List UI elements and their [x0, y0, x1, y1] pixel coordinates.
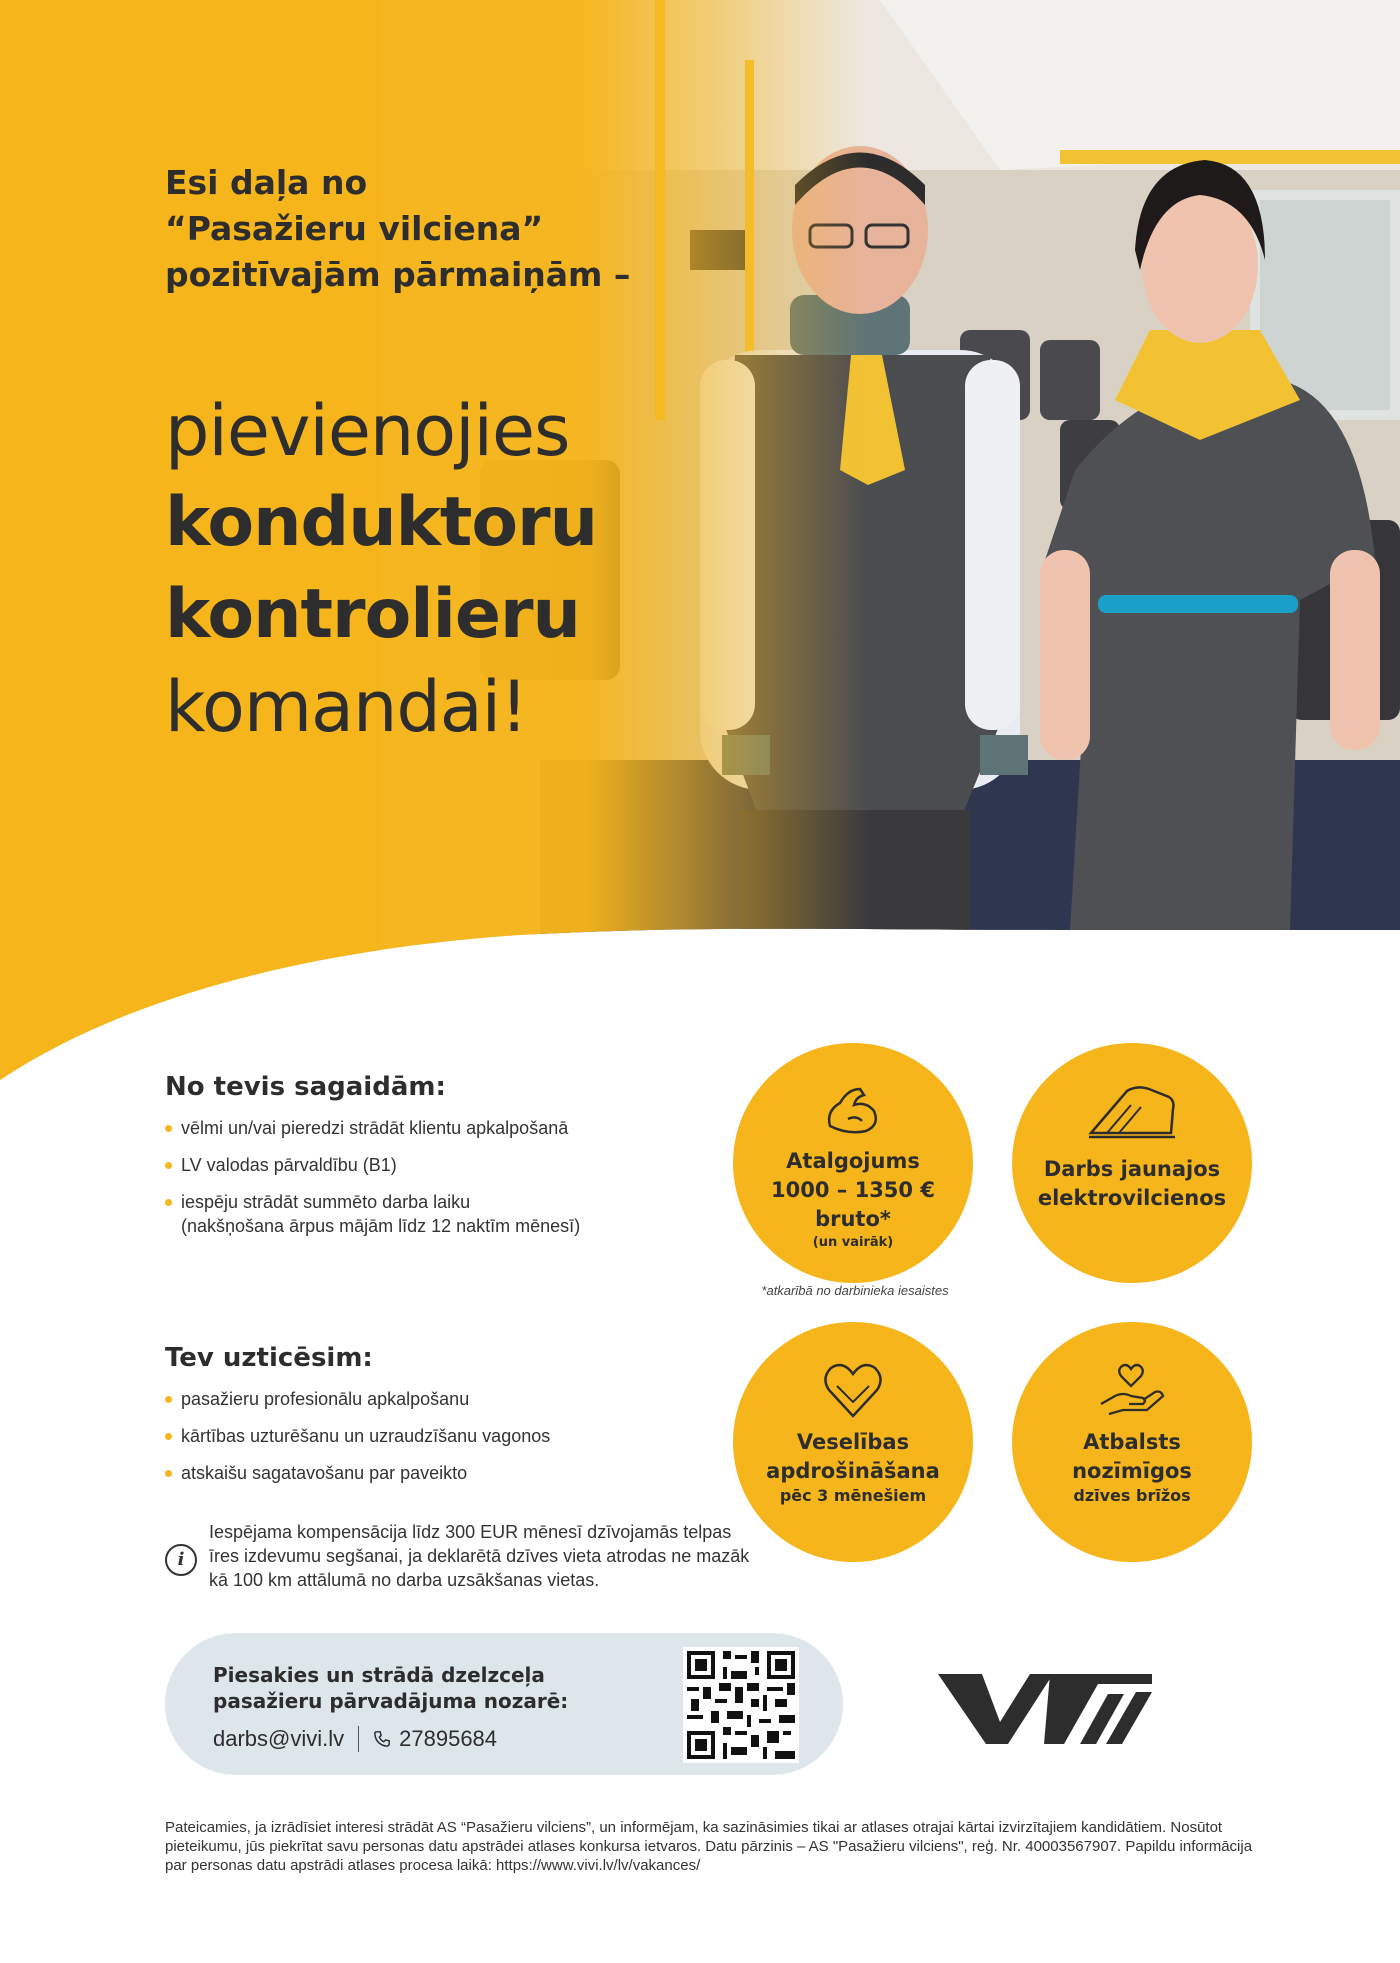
headline-controllers: kontrolieru [165, 575, 580, 654]
salary-gross: bruto* [815, 1207, 891, 1231]
legal-notice: Pateicamies, ja izrādīsiet interesi strādāt AS “Pasažieru vilciens”, un informējam, ka sazināsimies tikai ar atlases otrajai kārtai izvirzītajiem kandidātiem. Nosūtot pieteikumu, jūs piekrītat savu personas datu apstrādei atlases konkursa ietvaros. Datu pārzinis – AS "Pasažieru vilciens", reģ. Nr. 40003567907. Papildu informācija par personas datu apstrādi atlases procesa laikā: https://www.vivi.lv/lv/vakances/ [165, 1819, 1253, 1874]
phone-link[interactable]: 27895684 [399, 1726, 498, 1751]
duties-title: Tev uzticēsim: [165, 1343, 373, 1373]
health-line-3: pēc 3 mēnešiem [779, 1486, 927, 1505]
headline-main [165, 385, 725, 753]
support-line-3: dzīves brīžos [1073, 1486, 1191, 1505]
salary-range: 1000 – 1350 € [771, 1178, 935, 1202]
requirements-section [165, 1072, 725, 1251]
benefit-salary [733, 1043, 973, 1283]
benefit-health [733, 1322, 973, 1562]
list-item: iespēju strādāt summēto darba laiku (nakšņošana ārpus mājām līdz 12 naktīm mēnesī) [165, 1190, 725, 1238]
salary-footnote: *atkarībā no darbinieka iesaistes [761, 1283, 949, 1298]
headline-team: komandai! [165, 666, 528, 748]
intro-line-1: Esi daļa no [165, 163, 368, 202]
train-icon [1087, 1081, 1177, 1141]
trains-line-2: elektrovilcienos [1037, 1186, 1227, 1210]
trains-line-1: Darbs jaunajos [1043, 1157, 1221, 1181]
headline-join: pievienojies [165, 390, 570, 472]
duties-section [165, 1343, 725, 1498]
requirements-title: No tevis sagaidām: [165, 1072, 446, 1102]
intro-line-2: “Pasažieru vilciena” [165, 209, 544, 248]
benefit-support [1012, 1322, 1252, 1562]
list-item: kārtības uzturēšanu un uzraudzīšanu vagonos [165, 1424, 725, 1448]
headline-intro [165, 160, 725, 298]
salary-title: Atalgojums [786, 1149, 920, 1173]
benefit-trains [1012, 1043, 1252, 1283]
divider [358, 1726, 359, 1752]
compensation-text: Iespējama kompensācija līdz 300 EUR mēnesī dzīvojamās telpas īres izdevumu segšanai, ja deklarētā dzīves vieta atrodas ne mazāk kā 100 km attālumā no darba uzsākšanas vietas. [209, 1522, 750, 1590]
health-line-2: apdrošināšana [766, 1459, 940, 1483]
apply-title: Piesakies un strādā dzelzceļa pasažieru pārvadājuma nozarē: [213, 1663, 569, 1713]
email-link[interactable]: darbs@vivi.lv [213, 1726, 345, 1751]
hand-heart-icon [1097, 1360, 1167, 1420]
support-line-1: Atbalsts [1083, 1430, 1181, 1454]
heart-icon [821, 1360, 885, 1420]
apply-box [165, 1633, 843, 1775]
list-item: vēlmi un/vai pieredzi strādāt klientu apkalpošanā [165, 1116, 725, 1140]
health-line-1: Veselības [796, 1430, 910, 1454]
intro-line-3: pozitīvajām pārmaiņām – [165, 255, 631, 294]
info-icon: i [165, 1544, 197, 1576]
salary-more: (un vairāk) [812, 1235, 894, 1250]
headline-conductors: konduktoru [165, 483, 597, 562]
list-item: atskaišu sagatavošanu par paveikto [165, 1461, 725, 1485]
qr-code[interactable] [683, 1647, 799, 1763]
contact-row [213, 1726, 497, 1752]
vivi-logo [938, 1670, 1153, 1748]
list-item: LV valodas pārvaldību (B1) [165, 1153, 725, 1177]
support-line-2: nozīmīgos [1072, 1459, 1192, 1483]
compensation-note [165, 1520, 765, 1592]
list-item: pasažieru profesionālu apkalpošanu [165, 1387, 725, 1411]
phone-icon [373, 1730, 391, 1748]
arm-muscle-icon [818, 1081, 888, 1141]
